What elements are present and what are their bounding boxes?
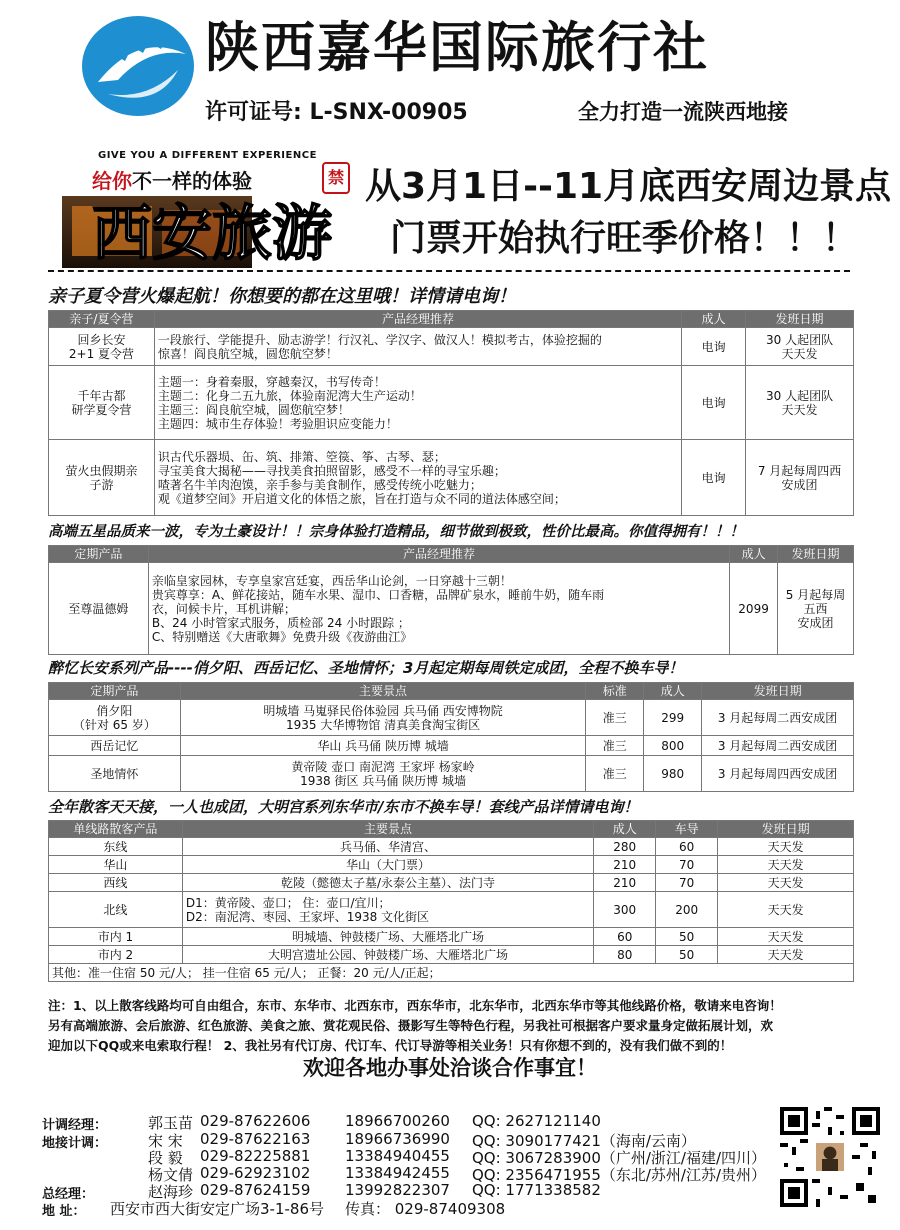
line-name: 西线 (49, 874, 183, 892)
departure-date: 3 月起每周二西安成团 (702, 736, 854, 756)
line-name: 市内 1 (49, 928, 183, 946)
col-header: 发班日期 (718, 821, 854, 838)
col-header: 发班日期 (746, 311, 854, 328)
col-header: 主要景点 (180, 683, 585, 700)
promo-headline-1: 从3月1日--11月底西安周边景点 (365, 166, 892, 207)
main-spots: 乾陵（懿德太子墓/永泰公主墓）、法门寺 (182, 874, 593, 892)
standard: 准三 (586, 756, 644, 792)
table-row (49, 928, 854, 946)
departure-date: 天天发 (718, 856, 854, 874)
section4-banner: 全年散客天天接，一人也成团，大明宫系列东华市/东市不换车导！套线产品详情请电询！ (48, 798, 639, 816)
contact-mobile: 18966736990 (345, 1130, 450, 1148)
contact-qq: QQ: 3090177421（海南/云南） (472, 1132, 696, 1150)
product-name: 西岳记忆 (49, 736, 181, 756)
contact-tel: 029-62923102 (200, 1164, 311, 1182)
contact-mobile: 13992822307 (345, 1181, 450, 1199)
office-address: 西安市西大街安定广场3-1-86号 (110, 1200, 325, 1218)
table-row (49, 700, 854, 736)
agency-logo-icon (78, 12, 198, 120)
contact-mobile: 13384940455 (345, 1147, 450, 1165)
daily-tours-table (48, 820, 854, 982)
line-name: 东线 (49, 838, 183, 856)
section2-banner: 高端五星品质来一波，专为土豪设计！！宗身体验打造精品，细节做到极致，性价比最高。你值得拥有！！！ (48, 524, 744, 540)
table-row (49, 856, 854, 874)
departure-date: 30 人起团队 天天发 (746, 366, 854, 440)
departure-date: 天天发 (718, 928, 854, 946)
col-header: 亲子/夏令营 (49, 311, 155, 328)
main-spots: 兵马俑、华清宫、 (182, 838, 593, 856)
product-desc: 识古代乐器埙、缶、筑、排箫、箜篌、筝、古琴、瑟； 寻宝美食大揭秘——寻找美食拍照留影，感受不一样的寻宝乐趣； 喳著名牛羊肉泡馍，亲手参与美食制作，感受传统小吃魅力； 观《道梦空间》开启道文化的体悟之旅，旨在打造与众不同的道法体感空间； (154, 440, 681, 516)
col-header: 单线路散客产品 (49, 821, 183, 838)
col-header: 车导 (656, 821, 718, 838)
table-header-row (49, 546, 854, 563)
guide-fee: 70 (656, 856, 718, 874)
col-header: 成人 (644, 683, 702, 700)
contact-qq: QQ: 2356471955（东北/苏州/江苏/贵州） (472, 1166, 767, 1184)
col-header: 定期产品 (49, 546, 149, 563)
header-slogan: 全力打造一流陕西地接 (578, 100, 788, 124)
col-header: 产品经理推荐 (148, 546, 729, 563)
label-plan-manager: 计调经理： (42, 1118, 108, 1133)
adult-price: 80 (594, 946, 656, 964)
contact-mobile: 18966700260 (345, 1112, 450, 1130)
contact-tel: 029-82225881 (200, 1147, 311, 1165)
notes-block (48, 996, 854, 1056)
license-number: 许可证号: L-SNX-00905 (205, 100, 468, 125)
line-name: 华山 (49, 856, 183, 874)
label-address: 地 址： (42, 1204, 86, 1219)
contact-qq: QQ: 1771338582 (472, 1181, 601, 1199)
red-seal-stamp: 禁 (322, 162, 350, 194)
guide-fee: 60 (656, 838, 718, 856)
contact-qq: QQ: 2627121140 (472, 1112, 601, 1130)
fax-number: 传真： 029-87409308 (345, 1200, 506, 1218)
contact-tel: 029-87624159 (200, 1181, 311, 1199)
xian-tour-text: 西安旅游 (92, 199, 332, 268)
table-footer-row (49, 964, 854, 982)
label-local-planner: 地接计调： (42, 1136, 108, 1151)
adult-price: 电询 (682, 366, 746, 440)
line-name: 市内 2 (49, 946, 183, 964)
adult-price: 980 (644, 756, 702, 792)
main-spots: 黄帝陵 壶口 南泥湾 王家坪 杨家岭 1938 街区 兵马俑 陕历博 城墙 (180, 756, 585, 792)
table-row (49, 874, 854, 892)
main-spots: 明城墙、钟鼓楼广场、大雁塔北广场 (182, 928, 593, 946)
table-row (49, 366, 854, 440)
departure-date: 天天发 (718, 838, 854, 856)
product-desc: 一段旅行、学能提升、励志游学！行汉礼、学汉字、做汉人！模拟考古，体验挖掘的 惊喜！阎良航空城，圆您航空梦！ (154, 328, 681, 366)
xian-tour-graphic (62, 196, 362, 268)
adult-price: 电询 (682, 440, 746, 516)
table-row (49, 892, 854, 928)
label-general-manager: 总经理： (42, 1187, 95, 1202)
adult-price: 300 (594, 892, 656, 928)
contact-name: 郭玉苗 (148, 1114, 194, 1132)
departure-date: 3 月起每周四西安成团 (702, 756, 854, 792)
standard: 准三 (586, 700, 644, 736)
guide-fee: 70 (656, 874, 718, 892)
adult-price: 800 (644, 736, 702, 756)
guide-fee: 50 (656, 946, 718, 964)
main-spots: 华山（大门票） (182, 856, 593, 874)
col-header: 产品经理推荐 (154, 311, 681, 328)
tagline-chinese (92, 165, 252, 194)
dashed-divider (48, 270, 850, 272)
line-name: 北线 (49, 892, 183, 928)
guide-fee: 50 (656, 928, 718, 946)
table-row (49, 563, 854, 655)
table-row (49, 440, 854, 516)
summer-camp-table (48, 310, 854, 516)
departure-date: 天天发 (718, 874, 854, 892)
contact-name: 杨文倩 (148, 1166, 194, 1184)
col-header: 定期产品 (49, 683, 181, 700)
contact-name: 赵海珍 (148, 1183, 194, 1201)
contact-mobile: 13384942455 (345, 1164, 450, 1182)
table-row (49, 736, 854, 756)
table-row (49, 946, 854, 964)
tagline-english: GIVE YOU A DIFFERENT EXPERIENCE (98, 150, 317, 161)
guide-fee: 200 (656, 892, 718, 928)
welcome-message: 欢迎各地办事处洽谈合作事宜！ (303, 1056, 597, 1080)
note-line: 迎加以下QQ或来电索取行程！ 2、我社另有代订房、代订车、代订导游等相关业务！只有你想不到的，没有我们做不到的！ (48, 1038, 733, 1053)
departure-date: 天天发 (718, 892, 854, 928)
standard: 准三 (586, 736, 644, 756)
departure-date: 天天发 (718, 946, 854, 964)
adult-price: 电询 (682, 328, 746, 366)
adult-price: 280 (594, 838, 656, 856)
extra-charges: 其他：准一住宿 50 元/人； 挂一住宿 65 元/人； 正餐：20 元/人/正起； (49, 964, 854, 982)
product-desc: 亲临皇家园林，专享皇家宫廷宴，西岳华山论剑，一日穿越十三朝！ 贵宾尊享：A、鲜花接站，随车水果、湿巾、口香糖，品牌矿泉水，睡前牛奶，随车雨 衣，问候卡片，耳机讲解； B、24 小时管家式服务，质检部 24 小时跟踪 ； C、特别赠送《大唐歌舞》免费升级《夜游曲江》 (148, 563, 729, 655)
adult-price: 2099 (730, 563, 778, 655)
departure-date: 7 月起每周四西 安成团 (746, 440, 854, 516)
adult-price: 210 (594, 856, 656, 874)
main-spots: 明城墙 马嵬驿民俗体验园 兵马俑 西安博物院 1935 大华博物馆 清真美食淘宝街区 (180, 700, 585, 736)
col-header: 标准 (586, 683, 644, 700)
qr-code-icon (780, 1107, 880, 1207)
main-spots: D1：黄帝陵、壶口； 住：壶口/宜川； D2：南泥湾、枣园、王家坪、1938 文化街区 (182, 892, 593, 928)
product-desc: 主题一：身着秦服，穿越秦汉，书写传奇！ 主题二：化身二五九旅，体验南泥湾大生产运动！ 主题三：阎良航空城，圆您航空梦！ 主题四：城市生存体验！考验胆识应变能力！ (154, 366, 681, 440)
departure-date: 5 月起每周五西 安成团 (778, 563, 854, 655)
promo-headline-2: 门票开始执行旺季价格！！！ (390, 218, 859, 259)
contact-tel: 029-87622606 (200, 1112, 311, 1130)
tagline-red-part: 给你 (92, 169, 132, 193)
table-row (49, 838, 854, 856)
tagline-black-part: 不一样的体验 (132, 169, 252, 193)
contact-name: 段 毅 (148, 1149, 183, 1167)
main-spots: 大明宫遗址公园、钟鼓楼广场、大雁塔北广场 (182, 946, 593, 964)
main-spots: 华山 兵马俑 陕历博 城墙 (180, 736, 585, 756)
col-header: 成人 (594, 821, 656, 838)
product-name: 至尊温德姆 (49, 563, 149, 655)
agency-name: 陕西嘉华国际旅行社 (205, 16, 709, 79)
contact-qq: QQ: 3067283900（广州/浙江/福建/四川） (472, 1149, 767, 1167)
product-name: 千年古都 研学夏令营 (49, 366, 155, 440)
departure-date: 3 月起每周二西安成团 (702, 700, 854, 736)
col-header: 主要景点 (182, 821, 593, 838)
table-row (49, 328, 854, 366)
col-header: 发班日期 (702, 683, 854, 700)
col-header: 发班日期 (778, 546, 854, 563)
table-header-row (49, 683, 854, 700)
note-line: 另有高端旅游、会后旅游、红色旅游、美食之旅、赏花观民俗、摄影写生等特色行程，另我社可根据客户要求量身定做拓展计划，欢 (48, 1018, 774, 1033)
section1-banner: 亲子夏令营火爆起航！你想要的都在这里哦！详情请电询！ (48, 286, 516, 307)
adult-price: 210 (594, 874, 656, 892)
product-name: 回乡长安 2+1 夏令营 (49, 328, 155, 366)
contact-tel: 029-87622163 (200, 1130, 311, 1148)
table-row (49, 756, 854, 792)
product-name: 俏夕阳 （针对 65 岁） (49, 700, 181, 736)
adult-price: 299 (644, 700, 702, 736)
col-header: 成人 (682, 311, 746, 328)
product-name: 圣地情怀 (49, 756, 181, 792)
product-name: 萤火虫假期亲 子游 (49, 440, 155, 516)
contact-name: 宋 宋 (148, 1132, 183, 1150)
premium-table (48, 545, 854, 655)
section3-banner: 醉忆长安系列产品----俏夕阳、西岳记忆、圣地情怀；3月起定期每周铁定成团，全程不换车导！ (48, 659, 684, 677)
table-header-row (49, 311, 854, 328)
nostalgia-table (48, 682, 854, 792)
departure-date: 30 人起团队 天天发 (746, 328, 854, 366)
table-header-row (49, 821, 854, 838)
note-line: 注：1、以上散客线路均可自由组合，东市、东华市、北西东市，西东华市，北东华市，北西东华市等其他线路价格，敬请来电咨询！ (48, 998, 782, 1013)
adult-price: 60 (594, 928, 656, 946)
col-header: 成人 (730, 546, 778, 563)
